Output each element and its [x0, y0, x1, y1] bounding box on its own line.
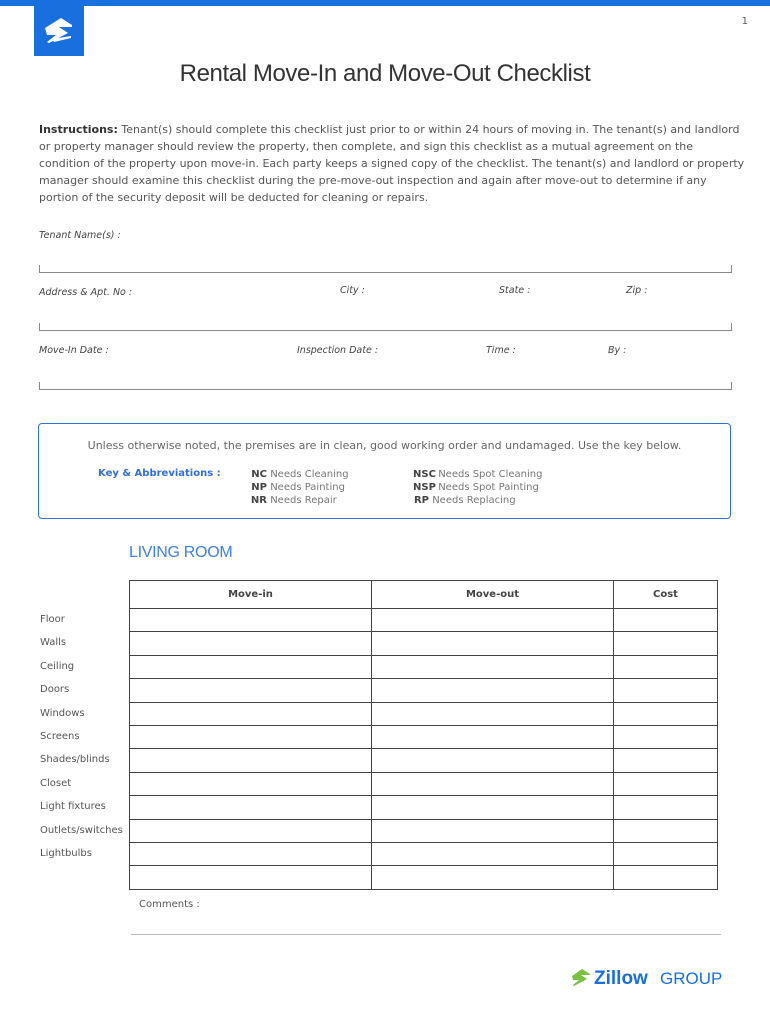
top-accent-bar — [0, 0, 770, 6]
key-item: NC Needs Cleaning — [251, 469, 349, 480]
row-label: Walls — [40, 637, 67, 649]
key-label: Key & Abbreviations : — [98, 468, 221, 479]
move-out-cell[interactable] — [372, 772, 614, 795]
tenant-name-field[interactable] — [39, 265, 732, 273]
instructions-label: Instructions: — [39, 123, 118, 136]
table-row — [130, 632, 718, 655]
key-intro: Unless otherwise noted, the premises are in clean, good working order and undamaged. Use the key below. — [87, 439, 682, 452]
column-move-out: Move-out — [372, 581, 614, 609]
zillow-logo — [34, 6, 84, 56]
move-in-cell[interactable] — [130, 796, 372, 819]
zillow-group-text: GROUP — [660, 969, 723, 988]
move-out-cell[interactable] — [372, 609, 614, 632]
zillow-z-icon — [34, 6, 84, 56]
row-label: Closet — [40, 777, 72, 789]
move-out-cell[interactable] — [372, 866, 614, 889]
move-in-cell[interactable] — [130, 702, 372, 725]
zillow-mark-icon — [572, 969, 590, 986]
row-label: Light fixtures — [40, 801, 106, 813]
cost-cell[interactable] — [614, 796, 718, 819]
move-out-cell[interactable] — [372, 632, 614, 655]
key-item: RP Needs Replacing — [413, 495, 516, 506]
table-row — [130, 842, 718, 865]
move-in-cell[interactable] — [130, 772, 372, 795]
table-row — [130, 679, 718, 702]
key-item: NP Needs Painting — [251, 482, 345, 493]
row-label: Outlets/switches — [40, 824, 123, 836]
row-label: Shades/blinds — [40, 754, 110, 766]
cost-cell[interactable] — [614, 772, 718, 795]
row-label: Doors — [40, 684, 70, 696]
zip-label: Zip : — [626, 285, 648, 296]
inspection-date-label: Inspection Date : — [297, 345, 379, 356]
table-row — [130, 702, 718, 725]
move-out-cell[interactable] — [372, 749, 614, 772]
row-label: Ceiling — [40, 660, 75, 672]
move-in-cell[interactable] — [130, 655, 372, 678]
key-item: NSP Needs Spot Painting — [413, 482, 539, 493]
move-in-cell[interactable] — [130, 609, 372, 632]
cost-cell[interactable] — [614, 819, 718, 842]
page-number: 1 — [741, 16, 748, 27]
move-in-cell[interactable] — [130, 819, 372, 842]
zillow-group-logo — [570, 962, 730, 996]
move-in-cell[interactable] — [130, 749, 372, 772]
cost-cell[interactable] — [614, 632, 718, 655]
move-out-cell[interactable] — [372, 725, 614, 748]
key-item: NR Needs Repair — [250, 495, 337, 506]
address-label: Address & Apt. No : — [39, 287, 133, 298]
cost-cell[interactable] — [614, 702, 718, 725]
cost-cell[interactable] — [614, 866, 718, 889]
move-in-cell[interactable] — [130, 842, 372, 865]
key-column-1 — [250, 468, 349, 507]
column-cost: Cost — [614, 581, 718, 609]
cost-cell[interactable] — [614, 655, 718, 678]
page-title: Rental Move-In and Move-Out Checklist — [179, 60, 591, 87]
table-row — [130, 655, 718, 678]
comments-label: Comments : — [139, 899, 200, 910]
move-out-cell[interactable] — [372, 679, 614, 702]
comments-field[interactable] — [131, 934, 721, 935]
table-row — [130, 609, 718, 632]
move-in-cell[interactable] — [130, 632, 372, 655]
move-out-cell[interactable] — [372, 819, 614, 842]
cost-cell[interactable] — [614, 749, 718, 772]
instructions — [39, 121, 745, 206]
row-label: Lightbulbs — [40, 847, 92, 859]
date-field[interactable] — [39, 382, 732, 390]
zillow-brand-text: Zillow — [594, 968, 648, 989]
row-label: Windows — [40, 707, 85, 719]
move-in-date-label: Move-In Date : — [39, 345, 109, 356]
row-label: Floor — [40, 614, 65, 625]
move-out-cell[interactable] — [372, 842, 614, 865]
move-out-cell[interactable] — [372, 796, 614, 819]
table-row — [130, 725, 718, 748]
address-field[interactable] — [39, 323, 732, 331]
time-label: Time : — [486, 345, 516, 356]
table-row — [130, 866, 718, 889]
section-title: LIVING ROOM — [129, 544, 233, 561]
table-row — [130, 796, 718, 819]
move-out-cell[interactable] — [372, 702, 614, 725]
table-header — [130, 581, 718, 609]
key-item: NSC Needs Spot Cleaning — [413, 469, 543, 480]
state-label: State : — [499, 285, 531, 296]
instructions-text: Tenant(s) should complete this checklist just prior to or within 24 hours of moving in. The tenant(s) and landlord or property manager should review the property, then complete, and sign this checklist as a mutual agreement on the condition of the property upon move-in. Each party keeps a signed copy of the checklist. The tenant(s) and landlord or property manager should examine this checklist during the pre-move-out inspection and again after move-out to determine if any portion of the security deposit will be deducted for cleaning or repairs. — [39, 123, 745, 204]
checklist-table — [129, 580, 718, 890]
move-out-cell[interactable] — [372, 655, 614, 678]
move-in-cell[interactable] — [130, 725, 372, 748]
key-box — [38, 423, 731, 519]
move-in-cell[interactable] — [130, 679, 372, 702]
tenant-name-label: Tenant Name(s) : — [39, 230, 121, 241]
row-labels — [40, 608, 123, 865]
table-row — [130, 772, 718, 795]
by-label: By : — [608, 345, 627, 356]
table-row — [130, 819, 718, 842]
column-move-in: Move-in — [130, 581, 372, 609]
row-label: Screens — [40, 730, 80, 742]
cost-cell[interactable] — [614, 609, 718, 632]
cost-cell[interactable] — [614, 679, 718, 702]
key-column-2 — [413, 468, 542, 507]
cost-cell[interactable] — [614, 842, 718, 865]
cost-cell[interactable] — [614, 725, 718, 748]
city-label: City : — [340, 285, 365, 296]
table-row — [130, 749, 718, 772]
move-in-cell[interactable] — [130, 866, 372, 889]
